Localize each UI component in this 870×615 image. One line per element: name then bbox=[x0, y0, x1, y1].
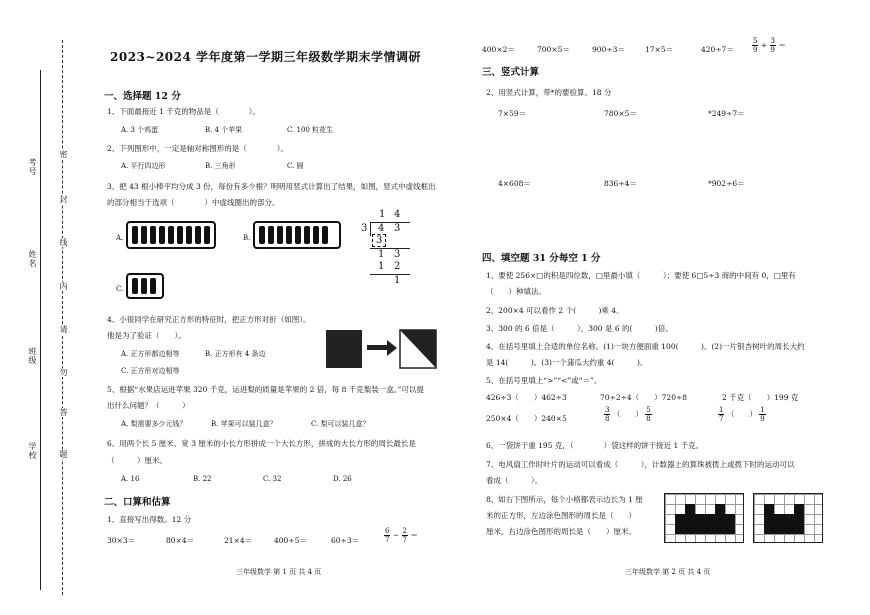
q3-option-a-figure bbox=[126, 221, 216, 249]
div-step-digit: 1 bbox=[378, 249, 385, 260]
oral-fraction-item: $\frac{6}{7}$ − $\frac{2}{7}$ ＝ bbox=[385, 527, 418, 544]
question-4-line1: 4、小很同学在研究正方形的特征时，把正方形对折（如图）。 bbox=[107, 315, 311, 324]
fill-question-1-line1: 1、要使 256×□的积是四位数，□里最小填（ ）；要使 6□5÷3 商的中间有 0，□里有 bbox=[486, 271, 796, 280]
label-name: 姓名 bbox=[28, 250, 37, 268]
oral-item: 60÷3＝ bbox=[331, 536, 360, 545]
fill-question-7-line1: 7、电风扇工作时叶片的运动可以看成（ ），计数器上的算珠被拨上或拨下时的运动可以 bbox=[486, 460, 795, 469]
q1-option-a: A. 3 个鸡蛋 bbox=[121, 126, 159, 134]
vertical-calc-subheading: 2、用竖式计算，带*的要验算。18 分 bbox=[486, 88, 612, 97]
seal-char: 封 bbox=[59, 195, 68, 204]
section-choice-heading: 一、选择题 12 分 bbox=[104, 91, 181, 102]
q3-option-b-label: B. bbox=[243, 234, 251, 242]
seal-char: 密 bbox=[59, 150, 68, 159]
q5-option-c: C. 梨可以装几盒？ bbox=[311, 420, 370, 428]
arrow-icon bbox=[367, 345, 389, 350]
oral-item: 700×5＝ bbox=[537, 45, 570, 54]
oral-item: 400÷5＝ bbox=[274, 536, 307, 545]
exam-title: 2023~2024 学年度第一学期三年级数学期末学情调研 bbox=[110, 50, 422, 64]
seal-char: 请 bbox=[59, 325, 68, 334]
q1-option-b: B. 4 个苹果 bbox=[205, 126, 243, 134]
div-dividend-digit: 3 bbox=[394, 223, 401, 234]
question-6-line1: 6、用两个长 5 厘米、宽 3 厘米的小长方形拼成一个大长方形，拼成的大长方形的周长最长是 bbox=[107, 439, 416, 448]
page-2-footer: 三年级数学 第 2 页 共 4 页 bbox=[625, 568, 711, 576]
calc-item: 780×5＝ bbox=[604, 109, 637, 118]
fill-question-4-line1: 4、在括号里填上合适的单位名称。(1)一块方便面重 100( )。(2)一片银杏树叶的周长大约 bbox=[486, 342, 805, 351]
seal-char: 线 bbox=[59, 238, 68, 247]
compare-item: 70÷2÷4（ ）720÷8 bbox=[600, 393, 688, 402]
question-2: 2、下列图形中，一定是轴对称图形的是（ ）。 bbox=[107, 144, 289, 153]
q4-option-c: C. 正方形对边相等 bbox=[121, 367, 180, 375]
calc-item: 836÷4＝ bbox=[604, 179, 637, 188]
calc-item: *249÷7＝ bbox=[708, 109, 745, 118]
oral-item: 900÷3＝ bbox=[592, 45, 625, 54]
right-shaded-grid bbox=[753, 493, 823, 543]
fill-question-8-line1: 8、如右下图所示，每个小格都表示边长为 1 厘 bbox=[486, 495, 643, 504]
q4-option-a: A. 正方形都边相等 bbox=[121, 350, 180, 358]
seal-char: 题 bbox=[59, 450, 68, 459]
q3-option-b-figure bbox=[253, 221, 341, 249]
div-remainder: 1 bbox=[394, 275, 401, 286]
div-quotient-digit: 1 bbox=[379, 209, 386, 220]
compare-fraction-item: $\frac{3}{8}$ （ ） $\frac{5}{8}$ bbox=[605, 406, 651, 423]
oral-fraction-item: $\frac{5}{9}$ + $\frac{3}{9}$ ＝ bbox=[753, 37, 786, 54]
compare-item: 250×4（ ）240×5 bbox=[486, 414, 567, 423]
q3-option-c-figure bbox=[126, 273, 164, 299]
seal-char: 内 bbox=[59, 282, 68, 291]
q2-option-c: C. 圆 bbox=[287, 162, 304, 170]
page-1-footer: 三年级数学 第 1 页 共 4 页 bbox=[236, 568, 322, 576]
question-3-line2: 的部分相当于选项（ ）中虚线圈出的部分。 bbox=[107, 198, 280, 207]
compare-item: 2 千克（ ）199 克 bbox=[722, 393, 799, 402]
fill-question-7-line2: 看成（ ）。 bbox=[486, 476, 543, 485]
label-class: 班级 bbox=[28, 347, 37, 365]
fill-question-5: 5、在括号里填上“>”“<”或“＝”。 bbox=[486, 376, 602, 385]
div-step-digit: 1 bbox=[378, 261, 385, 272]
calc-item: 4×608＝ bbox=[498, 179, 531, 188]
div-divisor: 3 bbox=[361, 223, 368, 234]
seal-char: 答 bbox=[59, 408, 68, 417]
q2-option-b: B. 三角形 bbox=[205, 162, 236, 170]
seal-dashed-line bbox=[62, 40, 63, 595]
section-vertical-calc-heading: 三、竖式计算 bbox=[482, 67, 540, 78]
fill-question-1-line2: （ ）种填法。 bbox=[486, 287, 546, 296]
left-shaded-grid bbox=[664, 493, 744, 543]
section-oral-heading: 二、口算和估算 bbox=[104, 497, 171, 508]
question-3-line1: 3、把 43 根小棒平均分成 3 份，每份有多少根？明明用竖式计算出了结果，如图，竖式中虚线框出 bbox=[107, 182, 436, 191]
fill-question-2: 2、200×4 可以看作 2 个( )乘 4。 bbox=[486, 306, 624, 315]
q2-option-a: A. 平行四边形 bbox=[121, 162, 166, 170]
q3-option-c-label: C. bbox=[116, 285, 124, 293]
fill-question-3: 3、300 的 6 倍是（ ），300 是 6 的( )倍。 bbox=[486, 324, 673, 333]
div-step-digit: 2 bbox=[394, 261, 401, 272]
div-step-digit: 3 bbox=[394, 249, 401, 260]
oral-item: 30×3＝ bbox=[107, 536, 136, 545]
oral-item: 420÷7＝ bbox=[701, 45, 734, 54]
div-quotient-digit: 4 bbox=[394, 209, 401, 220]
q1-option-c: C. 100 粒花生 bbox=[287, 126, 334, 134]
question-1: 1、下面最接近 1 千克的物品是（ ）。 bbox=[107, 107, 261, 116]
square-shape bbox=[326, 330, 362, 368]
oral-item: 17×5＝ bbox=[645, 45, 674, 54]
q4-option-b: B. 正方形有 4 条边 bbox=[205, 350, 266, 358]
compare-fraction-item: $\frac{1}{7}$ （ ） $\frac{1}{9}$ bbox=[719, 406, 765, 423]
oral-subheading: 1、直接写出得数。12 分 bbox=[107, 515, 192, 524]
div-step-digit: 3 bbox=[376, 235, 383, 246]
div-dividend-digit: 4 bbox=[378, 223, 385, 234]
calc-item: 7×59＝ bbox=[498, 109, 527, 118]
q3-option-a-label: A. bbox=[116, 234, 124, 242]
q5-option-a: A. 梨需要多少元钱？ bbox=[121, 420, 187, 428]
q5-option-b: B. 苹果可以装几盒？ bbox=[211, 420, 277, 428]
binding-line bbox=[40, 70, 41, 590]
question-5-line2: 出什么问题？（ ） bbox=[107, 401, 190, 410]
fill-question-8-line3: 厘米，右边涂色图形的周长是（ ）厘米。 bbox=[486, 527, 636, 536]
seal-char: 勿 bbox=[59, 368, 68, 377]
q6-option-a: A. 16 bbox=[121, 475, 140, 483]
q6-option-d: D. 26 bbox=[333, 475, 352, 483]
q6-option-b: B. 22 bbox=[193, 475, 212, 483]
folded-square-shape bbox=[399, 329, 437, 369]
section-fill-heading: 四、填空题 31 分每空 1 分 bbox=[482, 253, 601, 264]
oral-item: 400×2＝ bbox=[482, 45, 515, 54]
question-4-line2: 他是为了验证（ ）。 bbox=[107, 331, 186, 340]
label-school: 学校 bbox=[28, 442, 37, 460]
compare-item: 426÷3（ ）462÷3 bbox=[486, 393, 567, 402]
calc-item: *902÷6＝ bbox=[708, 179, 745, 188]
fill-question-4-line2: 是 14( )。(3)一个蒲瓜大约重 4( )。 bbox=[486, 358, 648, 367]
q6-option-c: C. 32 bbox=[263, 475, 282, 483]
question-5-line1: 5、根据“水果店运进苹果 320 千克，运进梨的质量是苹果的 2 倍，每 8 千克梨装一盒。”可以提 bbox=[107, 385, 424, 394]
fill-question-6: 6、一袋饼干重 195 克，（ ）袋这样的饼干接近 1 千克。 bbox=[486, 441, 704, 450]
oral-item: 80×4＝ bbox=[166, 536, 195, 545]
label-exam-number: 考号 bbox=[28, 158, 37, 176]
fill-question-8-line2: 米的正方形，左边涂色图形的周长是（ ） bbox=[486, 511, 636, 520]
oral-item: 21×4＝ bbox=[224, 536, 253, 545]
question-6-line2: （ ）厘米。 bbox=[107, 456, 167, 465]
